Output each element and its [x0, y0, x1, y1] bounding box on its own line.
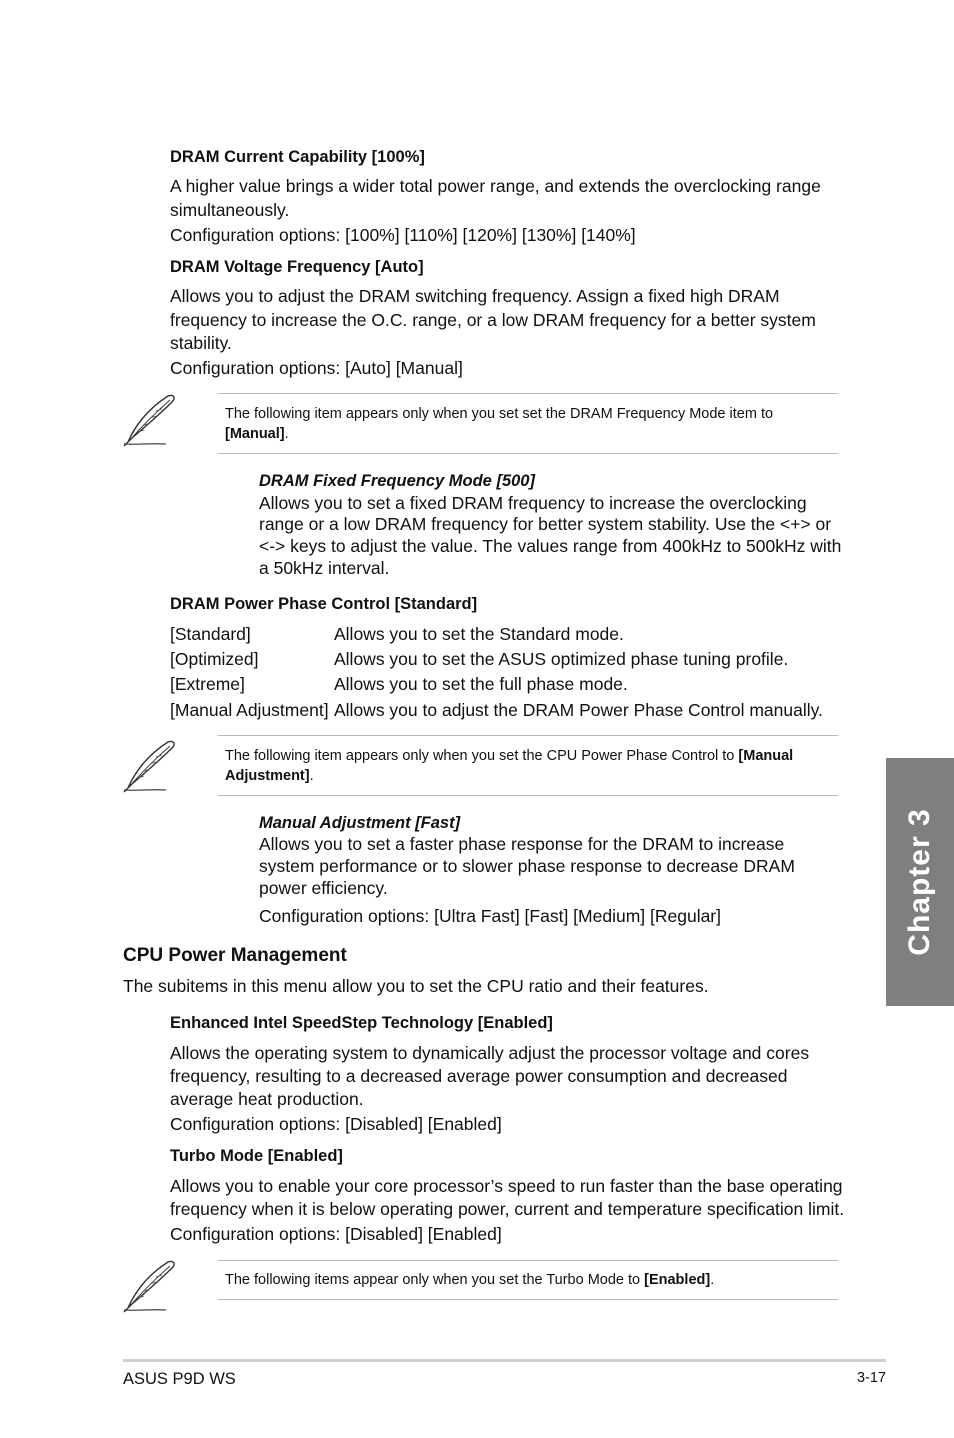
- manual-adjustment-config: Configuration options: [Ultra Fast] [Fast] [Medium] [Regular]: [259, 906, 721, 926]
- dram-current-title: DRAM Current Capability [100%]: [170, 148, 425, 166]
- cpu-power-mgmt-title: CPU Power Management: [123, 945, 347, 966]
- dram-voltage-freq-desc-1: Allows you to adjust the DRAM switching frequency. Assign a fixed high DRAM: [170, 286, 780, 306]
- note-1-text-tail: .: [284, 426, 289, 442]
- eist-desc-2: frequency, resulting to a decreased average power consumption and decreased: [170, 1066, 788, 1086]
- dram-voltage-freq-desc-3: stability.: [170, 333, 232, 353]
- dram-voltage-freq-title: DRAM Voltage Frequency [Auto]: [170, 258, 424, 276]
- eist-desc-1: Allows the operating system to dynamically adjust the processor voltage and cores: [170, 1043, 810, 1063]
- footer-page-number: 3-17: [856, 1370, 886, 1386]
- note-3-bottom-rule: [218, 1299, 838, 1300]
- table-option: [Optimized]: [170, 649, 259, 669]
- eist-config: Configuration options: [Disabled] [Enabled]: [170, 1114, 502, 1134]
- eist-title: Enhanced Intel SpeedStep Technology [Enabled]: [170, 1014, 553, 1032]
- cpu-power-mgmt-desc: The subitems in this menu allow you to set the CPU ratio and their features.: [123, 976, 709, 996]
- note-2-text: [225, 746, 835, 786]
- note-3-text: [225, 1270, 835, 1290]
- table-option: [Standard]: [170, 624, 251, 644]
- table-desc: Allows you to set the Standard mode.: [334, 624, 624, 644]
- note-2-top-rule: [218, 735, 838, 736]
- chapter-tab: [886, 758, 954, 1006]
- footer-rule: [123, 1359, 886, 1362]
- note-3-top-rule: [218, 1260, 838, 1261]
- note-1-text-main: The following item appears only when you set set the DRAM Frequency Mode item to: [225, 406, 774, 422]
- dram-power-phase-title: DRAM Power Phase Control [Standard]: [170, 595, 478, 613]
- note-pen-icon: [120, 392, 180, 448]
- turbo-mode-config: Configuration options: [Disabled] [Enabled]: [170, 1224, 502, 1244]
- chapter-tab-label: Chapter 3: [903, 808, 936, 956]
- note-2-text-main: The following item appears only when you set the CPU Power Phase Control to: [225, 748, 735, 764]
- table-option: [Extreme]: [170, 674, 245, 694]
- note-3-text-main: The following items appear only when you set the Turbo Mode to: [225, 1272, 641, 1288]
- note-pen-icon: [120, 738, 180, 794]
- note-3-text-bold: [Enabled]: [644, 1272, 711, 1288]
- footer-product: ASUS P9D WS: [123, 1370, 236, 1388]
- note-1-text: [225, 404, 835, 444]
- dram-fixed-freq-desc-4: a 50kHz interval.: [259, 558, 390, 578]
- table-desc: Allows you to set the full phase mode.: [334, 674, 628, 694]
- note-pen-icon: [120, 1258, 180, 1314]
- note-3-text-tail: .: [710, 1272, 715, 1288]
- turbo-mode-title: Turbo Mode [Enabled]: [170, 1147, 343, 1165]
- manual-adjustment-title: Manual Adjustment [Fast]: [259, 814, 461, 832]
- turbo-mode-desc-2: frequency when it is below operating power, current and temperature specification limit.: [170, 1199, 845, 1219]
- dram-voltage-freq-desc-2: frequency to increase the O.C. range, or a low DRAM frequency for a better system: [170, 310, 816, 330]
- dram-current-desc-1: A higher value brings a wider total power range, and extends the overclocking range: [170, 176, 821, 196]
- table-desc: Allows you to set the ASUS optimized phase tuning profile.: [334, 649, 789, 669]
- note-2-text-bold-2: Adjustment]: [225, 768, 310, 784]
- dram-fixed-freq-desc-2: range or a low DRAM frequency for better system stability. Use the <+> or: [259, 514, 832, 534]
- dram-voltage-freq-config: Configuration options: [Auto] [Manual]: [170, 358, 463, 378]
- table-option: [Manual Adjustment]: [170, 700, 329, 720]
- manual-adjustment-desc-1: Allows you to set a faster phase response for the DRAM to increase: [259, 834, 785, 854]
- dram-fixed-freq-title: DRAM Fixed Frequency Mode [500]: [259, 472, 535, 490]
- dram-current-desc-2: simultaneously.: [170, 200, 290, 220]
- note-1-top-rule: [218, 393, 838, 394]
- eist-desc-3: average heat production.: [170, 1089, 364, 1109]
- turbo-mode-desc-1: Allows you to enable your core processor’s speed to run faster than the base operating: [170, 1176, 843, 1196]
- note-2-text-bold-1: [Manual: [738, 748, 794, 764]
- table-desc: Allows you to adjust the DRAM Power Phase Control manually.: [334, 700, 823, 720]
- note-2-text-tail: .: [309, 768, 314, 784]
- note-2-bottom-rule: [218, 795, 838, 796]
- note-1-text-bold: [Manual]: [225, 426, 285, 442]
- manual-adjustment-desc-2: system performance or to slower phase response to decrease DRAM: [259, 856, 795, 876]
- dram-fixed-freq-desc-3: <-> keys to adjust the value. The values range from 400kHz to 500kHz with: [259, 536, 842, 556]
- dram-current-config: Configuration options: [100%] [110%] [120%] [130%] [140%]: [170, 225, 636, 245]
- note-1-bottom-rule: [218, 453, 838, 454]
- manual-adjustment-desc-3: power efficiency.: [259, 878, 388, 898]
- dram-fixed-freq-desc-1: Allows you to set a fixed DRAM frequency to increase the overclocking: [259, 493, 807, 513]
